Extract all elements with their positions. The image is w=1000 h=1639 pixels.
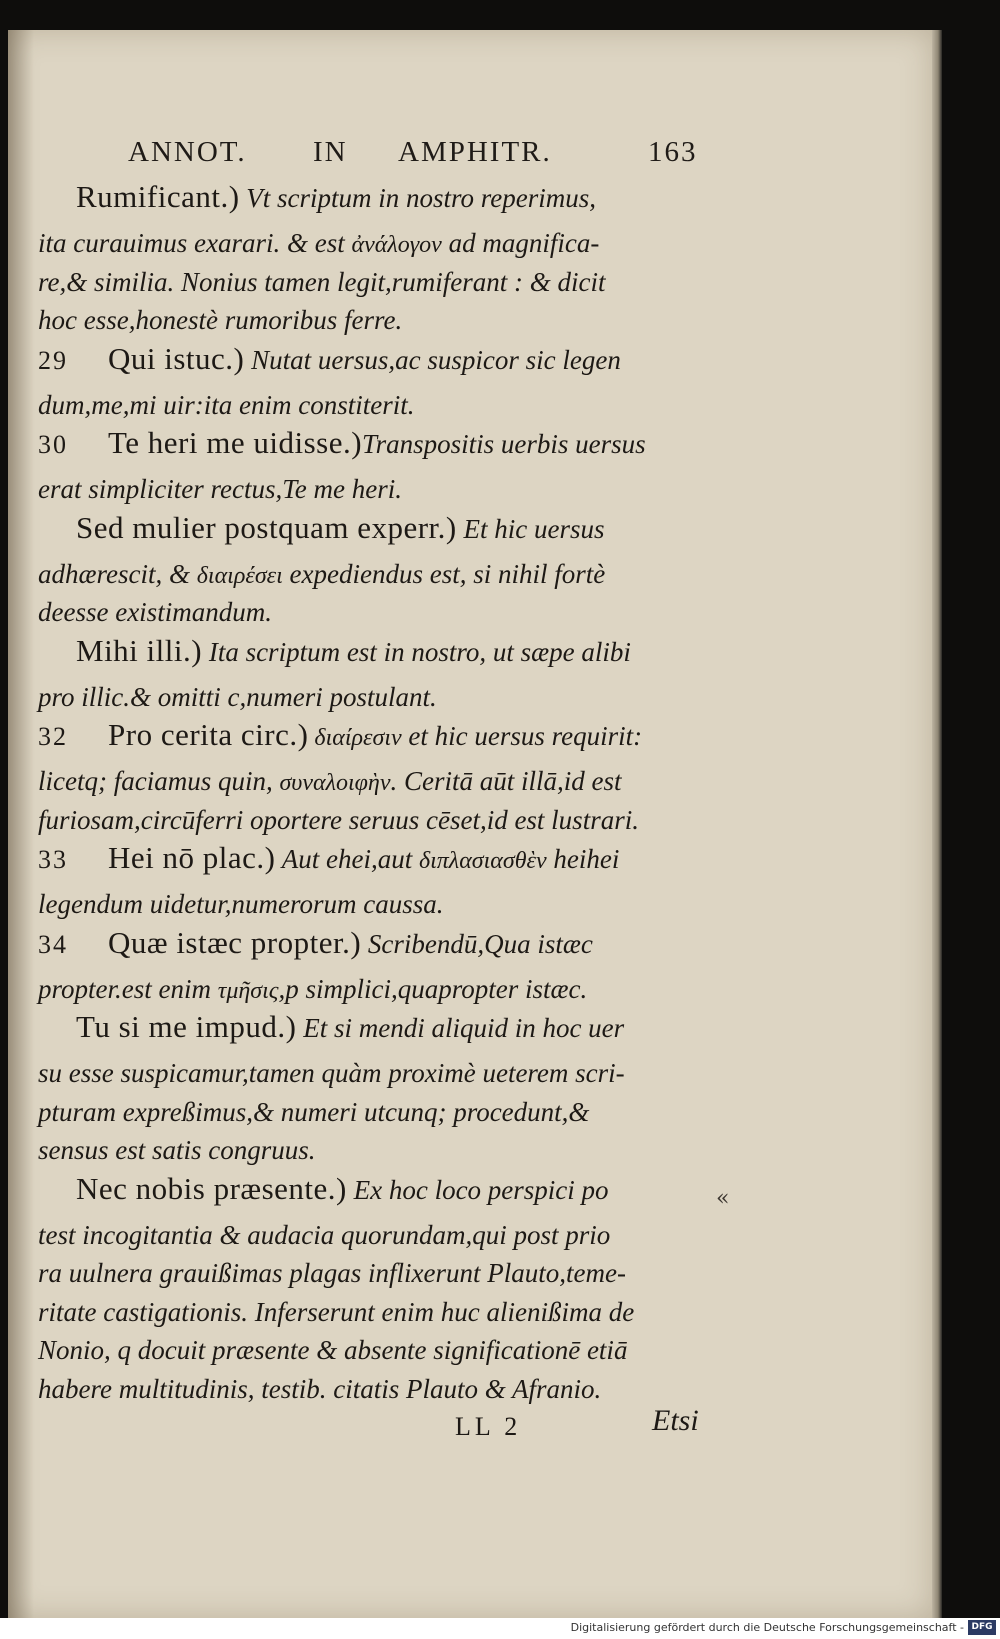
text-line: 30 Te heri me uidisse.)Transpositis uerbis uersus xyxy=(38,424,726,470)
greek-word: διαίρεσιν xyxy=(308,725,402,751)
running-head-in: IN xyxy=(313,136,348,168)
lemma: Tu si me impud.) xyxy=(76,1009,297,1044)
signature-mark: LL 2 xyxy=(455,1412,522,1441)
text-line: deesse existimandum. xyxy=(38,597,272,627)
verse-number: 29 xyxy=(38,345,68,375)
greek-word: διπλασιασθὲν xyxy=(418,848,547,874)
text-line: ita curauimus exarari. & est ἀνάλογον ad magnifica- xyxy=(38,228,600,258)
commentary-text xyxy=(38,178,726,1408)
running-head xyxy=(128,136,738,176)
greek-word: συναλοιφὴν xyxy=(279,770,391,796)
verse-number: 32 xyxy=(38,722,68,751)
text-line: 32 Pro cerita circ.) διαίρεσιν et hic uersus requirit: xyxy=(38,716,726,762)
running-head-amphitr: AMPHITR. xyxy=(398,136,552,168)
page-edge xyxy=(932,30,942,1618)
text-line: legendum uidetur,numerorum caussa. xyxy=(38,889,444,919)
text-line: Nec nobis præsente.) Ex hoc loco perspici po xyxy=(76,1170,609,1206)
running-head-annot: ANNOT. xyxy=(128,136,247,168)
text-line: re,& similia. Nonius tamen legit,rumiferant : & dicit xyxy=(38,266,606,297)
text-line: 29 Qui istuc.) Nutat uersus,ac suspicor sic legen xyxy=(38,340,726,386)
text-line: pturam expreßimus,& numeri utcunq; procedunt,& xyxy=(38,1096,590,1127)
dfg-logo: DFG xyxy=(968,1620,996,1635)
text-line: furiosam,circūferri oportere seruus cēset,id est lustrari. xyxy=(38,804,639,835)
greek-word: διαιρέσει xyxy=(196,562,283,589)
text-line: Rumificant.) Vt scriptum in nostro reperimus, xyxy=(76,179,597,214)
text-line: dum,me,mi uir:ita enim constiterit. xyxy=(38,389,415,420)
lemma: Quæ istæc propter.) xyxy=(108,924,362,960)
lemma: Qui istuc.) xyxy=(108,340,245,376)
text-line: licetq; faciamus quin, συναλοιφὴν. Ceritā aūt illā,id est xyxy=(38,766,622,796)
text-line: 33 Hei nō plac.) Aut ehei,aut διπλασιασθὲν heihei xyxy=(38,839,726,885)
text-line: Nonio, q docuit præsente & absente significationē etiā xyxy=(38,1335,628,1365)
verse-number: 33 xyxy=(38,845,68,874)
lemma: Mihi illi.) xyxy=(76,632,203,668)
text-line: erat simpliciter rectus,Te me heri. xyxy=(38,474,402,504)
footer-credit: Digitalisierung gefördert durch die Deutsche Forschungsgemeinschaft - xyxy=(570,1621,964,1634)
text-line: 34 Quæ istæc propter.) Scribendū,Qua istæc xyxy=(38,924,726,970)
verse-number: 30 xyxy=(38,430,68,459)
text-line: hoc esse,honestè rumoribus ferre. xyxy=(38,305,403,335)
text-line: test incogitantia & audacia quorundam,qui post prio xyxy=(38,1219,611,1250)
verse-number: 34 xyxy=(38,929,68,959)
lemma: Nec nobis præsente.) xyxy=(76,1170,347,1206)
lemma: Pro cerita circ.) xyxy=(108,717,309,752)
page-gutter-shadow xyxy=(8,30,34,1618)
text-line: ritate castigationis. Inferserunt enim huc alienißima de xyxy=(38,1296,635,1327)
text-line: Tu si me impud.) Et si mendi aliquid in hoc uer xyxy=(76,1009,625,1044)
margin-mark: « xyxy=(716,1186,730,1211)
text-line: pro illic.& omitti c,numeri postulant. xyxy=(38,681,437,712)
lemma: Te heri me uidisse.) xyxy=(108,425,363,460)
lemma: Sed mulier postquam experr.) xyxy=(76,509,457,545)
text-line: su esse suspicamur,tamen quàm proximè ueterem scri- xyxy=(38,1058,625,1088)
text-line: ra uulnera grauißimas plagas inflixerunt Plauto,teme- xyxy=(38,1258,626,1288)
page-number: 163 xyxy=(648,136,698,168)
greek-word: τμῆσις xyxy=(217,977,279,1004)
text-line: sensus est satis congruus. xyxy=(38,1135,316,1165)
text-line: Mihi illi.) Ita scriptum est in nostro, ut sæpe alibi xyxy=(76,632,631,668)
lemma: Hei nō plac.) xyxy=(108,840,276,875)
text-line: habere multitudinis, testib. citatis Plauto & Afranio. xyxy=(38,1373,602,1404)
footer-bar xyxy=(0,1618,1000,1639)
lemma: Rumificant.) xyxy=(76,179,240,214)
text-line: propter.est enim τμῆσις,p simplici,quapropter istæc. xyxy=(38,973,588,1004)
text-line: adhærescit, & διαιρέσει expediendus est, si nihil fortè xyxy=(38,558,606,589)
text-line: Sed mulier postquam experr.) Et hic uersus xyxy=(76,509,605,545)
greek-word: ἀνάλογον xyxy=(351,232,442,258)
catchword: Etsi xyxy=(652,1404,699,1437)
